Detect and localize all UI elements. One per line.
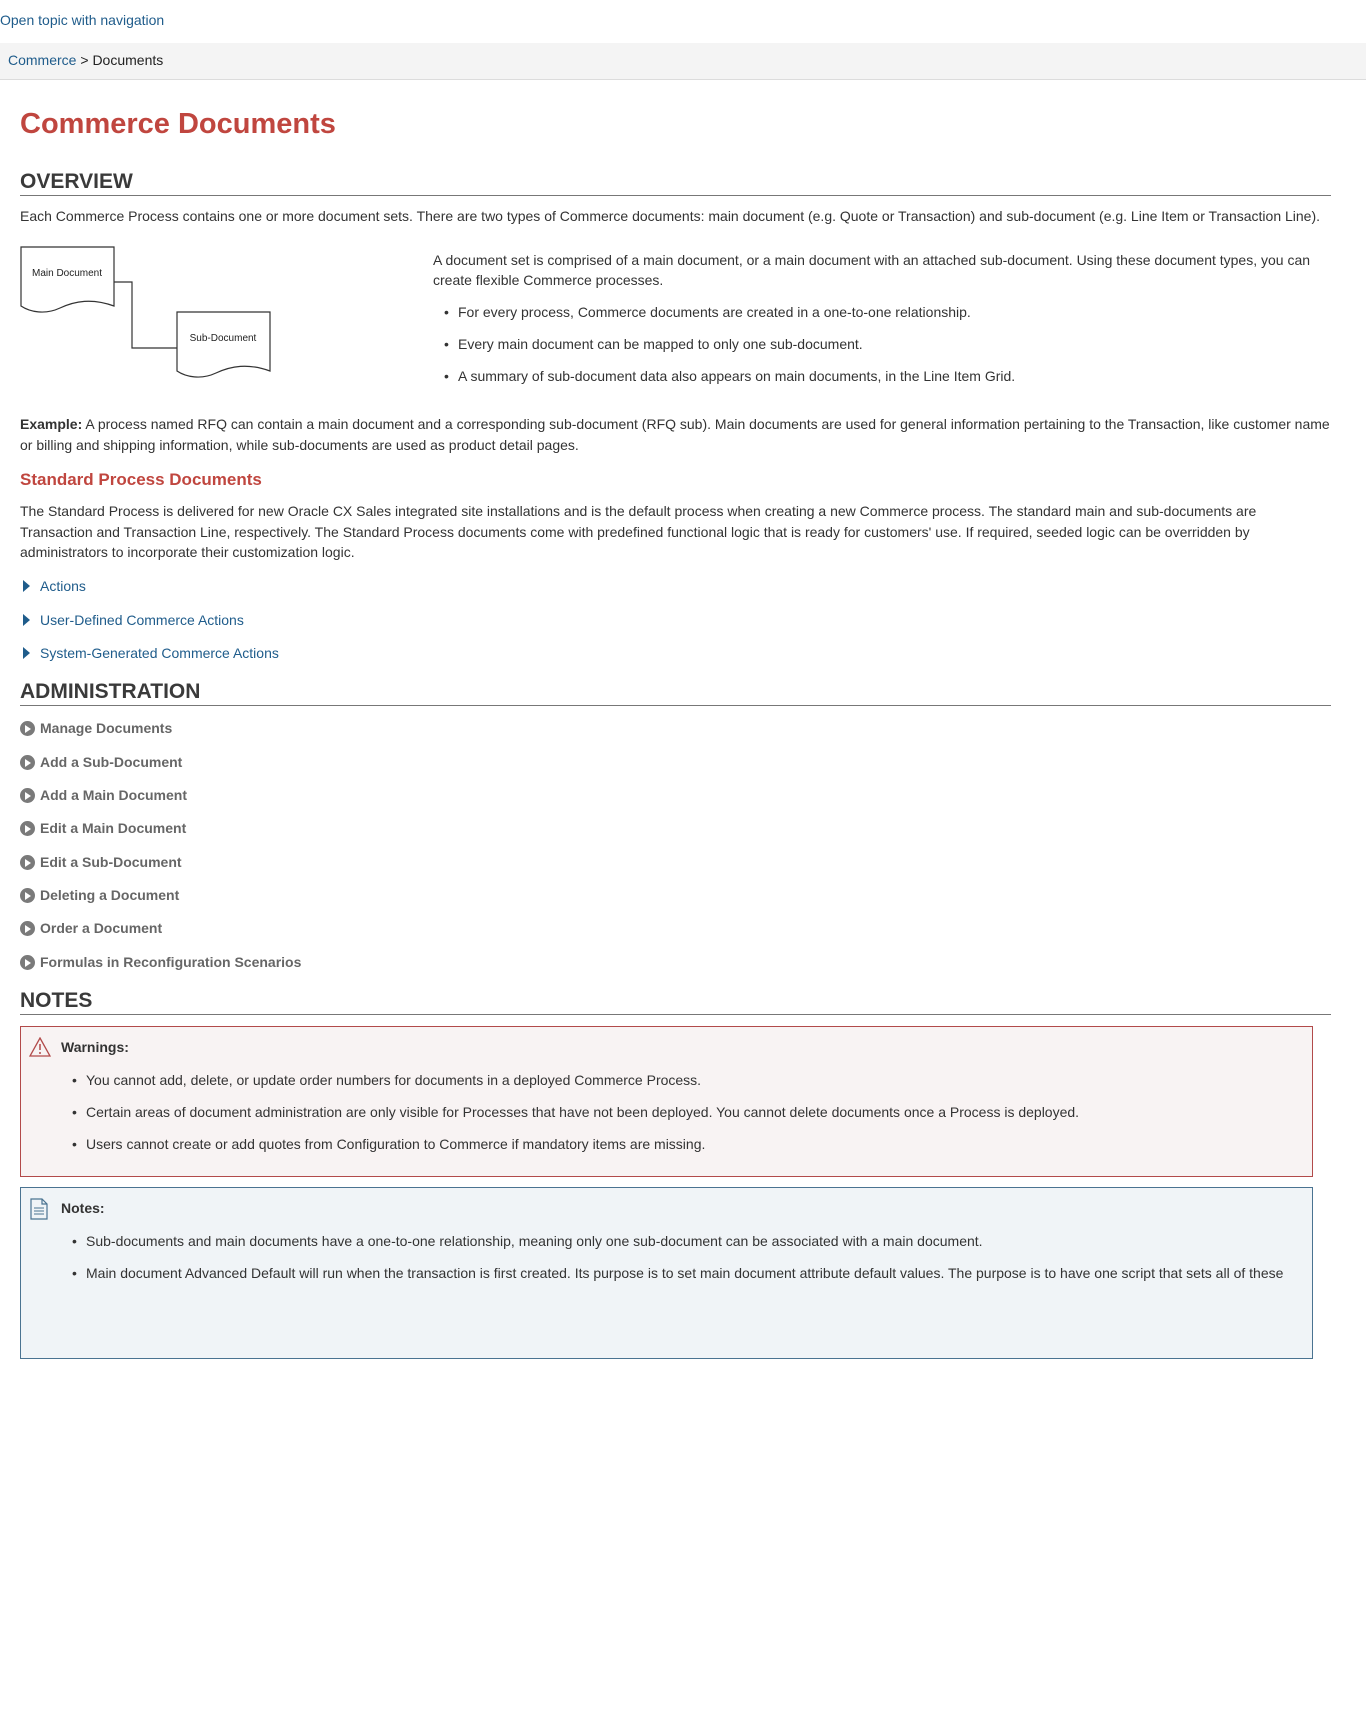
play-circle-icon — [20, 721, 35, 736]
expander-actions[interactable] — [20, 578, 86, 594]
administration-heading — [20, 680, 1331, 706]
play-circle-icon — [20, 855, 35, 870]
example-label: Example: — [20, 416, 83, 432]
admin-link-add-sub-document[interactable] — [20, 754, 182, 770]
example-text: A process named RFQ can contain a main document and a corresponding sub-document (RFQ sub). Main documents are used for general information pertaining to the Transaction, like customer name or billing and shipping information, while sub-documents are used as product detail pages. — [20, 416, 1330, 453]
list-item: • You cannot add, delete, or update order numbers for documents in a deployed Commerce Process. — [61, 1070, 1301, 1090]
warnings-box — [20, 1026, 1313, 1177]
warning-icon — [29, 1037, 51, 1057]
play-circle-icon — [20, 921, 35, 936]
play-circle-icon — [20, 755, 35, 770]
note-document-icon — [29, 1198, 49, 1220]
breadcrumb — [8, 52, 163, 68]
warnings-list — [61, 1070, 1301, 1166]
list-item: • For every process, Commerce documents are created in a one-to-one relationship. — [433, 302, 1313, 322]
overview-bullets — [433, 302, 1313, 386]
notes-title: Notes: — [61, 1200, 105, 1216]
admin-link-label[interactable]: Deleting a Document — [40, 887, 180, 903]
overview-description-text: A document set is comprised of a main document, or a main document with an attached sub-document. Using these document types, you can create flexible Commerce processes. — [433, 252, 1311, 288]
expander-user-defined-commerce-actions[interactable] — [20, 612, 244, 628]
admin-link-label[interactable]: Formulas in Reconfiguration Scenarios — [40, 954, 302, 970]
list-item: • Sub-documents and main documents have a one-to-one relationship, meaning only one sub-document can be associated with a main document. — [61, 1231, 1301, 1251]
open-topic-navigation-link[interactable]: Open topic with navigation — [0, 12, 165, 28]
document-set-diagram — [20, 246, 280, 386]
main-document-shape — [21, 247, 114, 312]
breadcrumb-link-commerce[interactable]: Commerce — [8, 52, 77, 68]
page-title: Commerce Documents — [20, 108, 336, 140]
list-item: • Certain areas of document administration are only visible for Processes that have not been deployed. You cannot delete documents once a Process is deployed. — [61, 1102, 1301, 1122]
admin-link-add-main-document[interactable] — [20, 787, 187, 803]
admin-link-label[interactable]: Add a Sub-Document — [40, 754, 183, 770]
admin-link-order-document[interactable] — [20, 920, 162, 936]
play-circle-icon — [20, 888, 35, 903]
connector-line — [114, 282, 177, 348]
admin-link-formulas-reconfiguration[interactable] — [20, 954, 301, 970]
admin-link-label[interactable]: Manage Documents — [40, 720, 173, 736]
expander-system-generated-commerce-actions[interactable] — [20, 645, 279, 661]
notes-list — [61, 1231, 1301, 1295]
warnings-title: Warnings: — [61, 1039, 129, 1055]
breadcrumb-bar — [0, 43, 1366, 80]
expand-triangle-icon — [23, 580, 30, 592]
breadcrumb-separator: > — [76, 52, 93, 68]
sub-document-shape — [177, 312, 270, 377]
admin-link-deleting-document[interactable] — [20, 887, 179, 903]
admin-link-manage-documents[interactable] — [20, 720, 172, 736]
standard-process-text: The Standard Process is delivered for new Oracle CX Sales integrated site installations and is the default process when creating a new Commerce process. The standard main and sub-documents are Transaction and Transaction Line, respectively. The Standard Process documents come with predefined functional logic that is ready for customers' use. If required, seeded logic can be overridden by administrators to incorporate their customization logic. — [20, 503, 1257, 560]
play-circle-icon — [20, 955, 35, 970]
overview-example — [20, 414, 1331, 455]
overview-description — [433, 250, 1313, 386]
admin-link-label[interactable]: Edit a Sub-Document — [40, 854, 182, 870]
expand-triangle-icon — [23, 614, 30, 626]
list-item: • A summary of sub-document data also appears on main documents, in the Line Item Grid. — [433, 366, 1313, 386]
notes-heading — [20, 989, 1331, 1015]
admin-link-label[interactable]: Edit a Main Document — [40, 820, 187, 836]
overview-intro: Each Commerce Process contains one or more document sets. There are two types of Commerce documents: main document (e.g. Quote or Transaction) and sub-document (e.g. Line Item or Transaction Line). — [20, 208, 1321, 224]
play-circle-icon — [20, 821, 35, 836]
expand-triangle-icon — [23, 647, 30, 659]
admin-link-label[interactable]: Order a Document — [40, 920, 163, 936]
sub-document-label: Sub-Document — [189, 333, 257, 344]
overview-heading — [20, 170, 1331, 196]
admin-link-edit-sub-document[interactable] — [20, 854, 182, 870]
administration-heading-text: ADMINISTRATION — [20, 680, 201, 703]
admin-link-label[interactable]: Add a Main Document — [40, 787, 188, 803]
play-circle-icon — [20, 788, 35, 803]
expander-label[interactable]: Actions — [40, 578, 86, 594]
breadcrumb-current: Documents — [92, 52, 164, 68]
admin-link-edit-main-document[interactable] — [20, 820, 186, 836]
standard-process-heading: Standard Process Documents — [20, 470, 262, 489]
list-item: • Every main document can be mapped to only one sub-document. — [433, 334, 1313, 354]
expander-label[interactable]: User-Defined Commerce Actions — [40, 612, 244, 628]
overview-heading-text: OVERVIEW — [20, 170, 133, 193]
expander-label[interactable]: System-Generated Commerce Actions — [40, 645, 279, 661]
main-document-label: Main Document — [31, 268, 103, 279]
notes-heading-text: NOTES — [20, 989, 93, 1012]
list-item: • Users cannot create or add quotes from Configuration to Commerce if mandatory items are missing. — [61, 1134, 1301, 1154]
notes-box — [20, 1187, 1313, 1359]
list-item: • Main document Advanced Default will run when the transaction is first created. Its purpose is to set main document attribute default values. The purpose is to have one script that sets all of these — [61, 1263, 1301, 1283]
